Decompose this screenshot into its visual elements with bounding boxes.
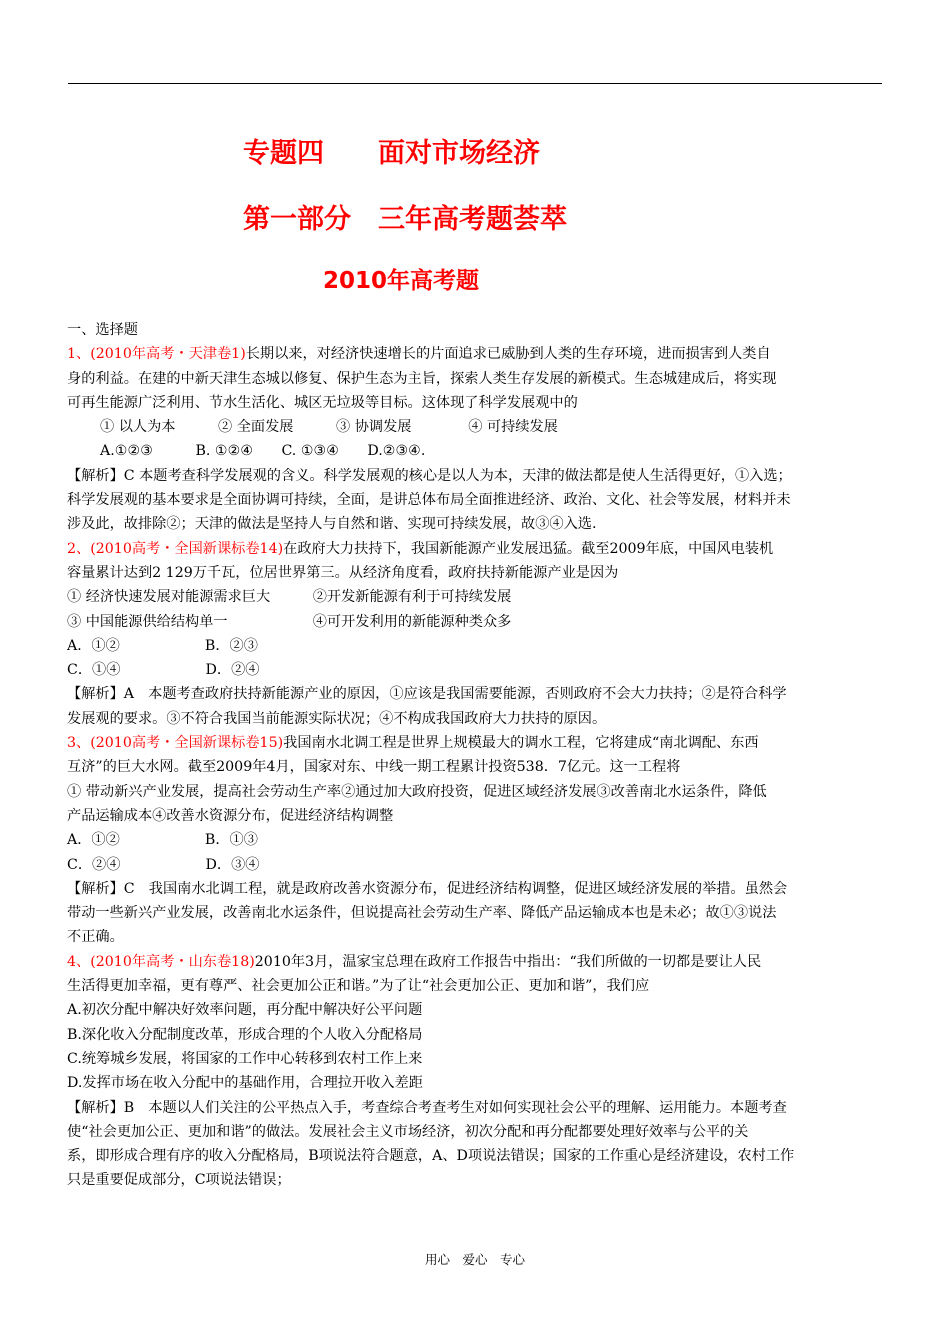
question-1-analysis-1: 【解析】C 本题考查科学发展观的含义。科学发展观的核心是以人为本，天津的做法都是使人生活得更好，①入选； xyxy=(67,467,792,484)
question-2-source: 2、(2010高考・全国新课标卷14) xyxy=(67,540,284,557)
question-2-line-1 xyxy=(67,537,885,561)
question-2-choices-2: C．①④ D．②④ xyxy=(67,662,260,679)
question-4-choice-c: C.统筹城乡发展，将国家的工作中心转移到农村工作上来 xyxy=(67,1050,423,1067)
question-3-line-2: 互济”的巨大水网。截至2009年4月，国家对东、中线一期工程累计投资538．7亿元。这一工程将 xyxy=(67,759,681,776)
question-1-analysis-2: 科学发展观的基本要求是全面协调可持续，全面，是讲总体布局全面推进经济、政治、文化、社会等发展，材料并未 xyxy=(67,492,791,509)
page-footer: 用心 爱心 专心 xyxy=(424,1252,525,1267)
question-4-analysis-2: 使“社会更加公正、更加和谐”的做法。发展社会主义市场经济，初次分配和再分配都要处理好效率与公平的关 xyxy=(67,1123,749,1140)
question-1-line-2: 身的利益。在建的中新天津生态城以修复、保护生态为主旨，探索人类生存发展的新模式。生态城建成后，将实现 xyxy=(67,370,777,387)
question-3-choices-2: C．②④ D．③④ xyxy=(67,856,260,873)
document-body xyxy=(67,318,885,1193)
topic-title: 专题四 面对市场经济 xyxy=(243,138,540,169)
question-4-choice-b: B.深化收入分配制度改革，形成合理的个人收入分配格局 xyxy=(67,1026,423,1043)
question-3-text: 我国南水北调工程是世界上规模最大的调水工程，它将建成“南北调配、东西 xyxy=(283,735,759,752)
question-4-source: 4、(2010年高考・山东卷18) xyxy=(67,953,255,970)
question-2-choices-1: A．①② B．②③ xyxy=(67,637,258,654)
question-3-options-2: 产品运输成本④改善水资源分布，促进经济结构调整 xyxy=(67,807,394,824)
section-heading: 一、选择题 xyxy=(67,322,138,338)
question-4-choice-a: A.初次分配中解决好效率问题，再分配中解决好公平问题 xyxy=(67,1002,423,1019)
question-4-analysis-4: 只是重要促成部分，C项说法错误； xyxy=(67,1172,291,1189)
question-3-options-1: ① 带动新兴产业发展，提高社会劳动生产率②通过加大政府投资，促进区域经济发展③改善南北水运条件，降低 xyxy=(67,783,767,800)
question-4-choice-d: D.发挥市场在收入分配中的基础作用，合理拉开收入差距 xyxy=(67,1075,423,1092)
question-4-line-1 xyxy=(67,950,885,974)
year-title: 2010年高考题 xyxy=(323,268,480,294)
question-1-line-1 xyxy=(67,342,885,366)
question-1-analysis-3: 涉及此，故排除②；天津的做法是坚持人与自然和谐、实现可持续发展，故③④入选. xyxy=(67,516,597,533)
question-1-options: ① 以人为本 ② 全面发展 ③ 协调发展 ④ 可持续发展 xyxy=(100,419,558,436)
question-3-line-1 xyxy=(67,731,885,755)
question-2-options-2: ③ 中国能源供给结构单一 ④可开发利用的新能源种类众多 xyxy=(67,613,512,630)
question-3-source: 3、(2010高考・全国新课标卷15) xyxy=(67,735,284,752)
question-2-options-1: ① 经济快速发展对能源需求巨大 ②开发新能源有利于可持续发展 xyxy=(67,589,512,606)
question-3-analysis-3: 不正确。 xyxy=(67,929,124,946)
question-2-analysis-2: 发展观的要求。③不符合我国当前能源实际状况；④不构成我国政府大力扶持的原因。 xyxy=(67,710,607,727)
question-2-line-2: 容量累计达到2 129万千瓦，位居世界第三。从经济角度看，政府扶持新能源产业是因为 xyxy=(67,564,619,581)
question-1-line-3: 可再生能源广泛利用、节水生活化、城区无垃圾等目标。这体现了科学发展观中的 xyxy=(67,394,578,411)
header-rule xyxy=(68,83,882,84)
question-3-choices-1: A．①② B．①③ xyxy=(67,832,258,849)
question-3-analysis-1: 【解析】C 我国南水北调工程，就是政府改善水资源分布，促进经济结构调整，促进区域经济发展的举措。虽然会 xyxy=(67,880,788,897)
question-4-analysis-3: 系，即形成合理有序的收入分配格局，B项说法符合题意，A、D项说法错误；国家的工作重心是经济建设，农村工作 xyxy=(67,1148,795,1165)
question-1-choices: A.①②③ B. ①②④ C. ①③④ D.②③④. xyxy=(100,443,426,460)
question-3-analysis-2: 带动一些新兴产业发展，改善南北水运条件，但说提高社会劳动生产率、降低产品运输成本也是未必；故①③说法 xyxy=(67,905,777,922)
part-title: 第一部分 三年高考题荟萃 xyxy=(243,204,567,235)
question-4-analysis-1: 【解析】B 本题以人们关注的公平热点入手，考查综合考查考生对如何实现社会公平的理解、运用能力。本题考查 xyxy=(67,1099,787,1116)
question-4-line-2: 生活得更加幸福，更有尊严、社会更加公正和谐。”为了让“社会更加公正、更加和谐”，我们应 xyxy=(67,978,650,995)
question-2-analysis-1: 【解析】A 本题考查政府扶持新能源产业的原因，①应该是我国需要能源，否则政府不会大力扶持；②是符合科学 xyxy=(67,686,787,703)
question-1-text: 长期以来，对经济快速增长的片面追求已威胁到人类的生存环境，进而损害到人类自 xyxy=(245,346,771,363)
question-1-source: 1、(2010年高考・天津卷1) xyxy=(67,346,246,363)
question-4-text: 2010年3月，温家宝总理在政府工作报告中指出：“我们所做的一切都是要让人民 xyxy=(254,953,762,970)
question-2-text: 在政府大力扶持下，我国新能源产业发展迅猛。截至2009年底，中国风电装机 xyxy=(283,540,774,557)
